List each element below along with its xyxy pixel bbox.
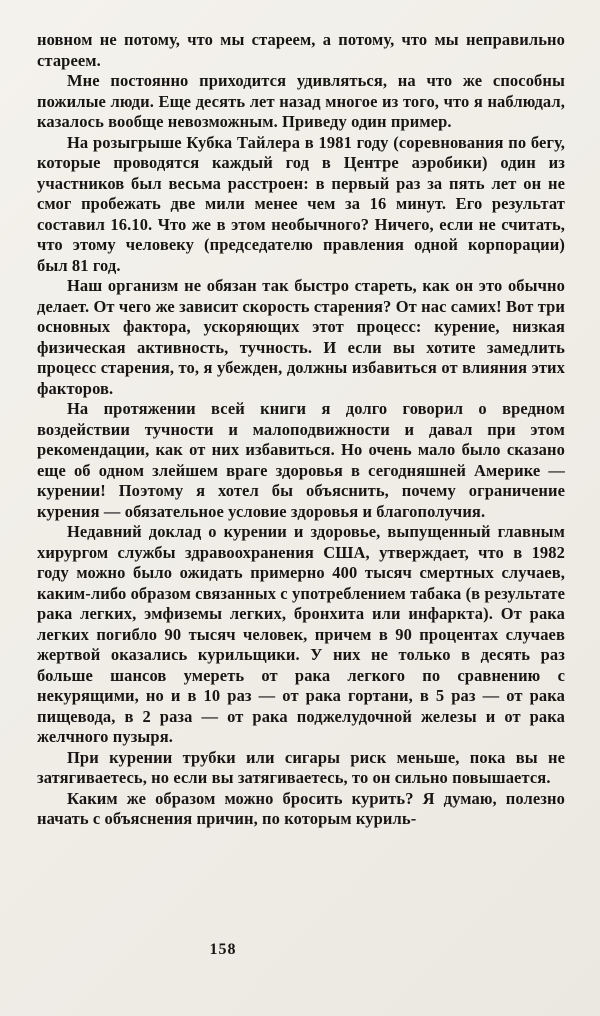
paragraph: На розыгрыше Кубка Тайлера в 1981 году (соревнования по бегу, которые проводятся каждый год в Центре аэробики) один из участников был весьма расстроен: в первый раз за пять лет он не смог пробежать две мили менее чем за 16 минут. Его результат составил 16.10. Что же в этом необычного? Ничего, если не считать, что этому человеку (председателю правления одной корпорации) был 81 год. [37,132,565,275]
paragraph: Каким же образом можно бросить курить? Я думаю, полезно начать с объяснения причин, по которым куриль- [37,788,565,828]
page-number: 158 [209,941,237,958]
paragraph: новном не потому, что мы стареем, а потому, что мы неправильно стареем. [37,30,565,70]
paragraph: Наш организм не обязан так быстро стареть, как он это обычно делает. От чего же зависит скорость старения? От нас самих! Вот три основных фактора, ускоряющих этот процесс: курение, низкая физическая активность, тучность. И если вы хотите замедлить процесс старения, то, я убежден, должны избавиться от влияния этих факторов. [37,276,565,398]
paragraph: При курении трубки или сигары риск меньше, пока вы не затягиваетесь, но если вы затягиваетесь, то он сильно повышается. [37,747,565,787]
page-text [37,30,565,830]
paragraph: Недавний доклад о курении и здоровье, выпущенный главным хирургом службы здравоохранения США, утверждает, что в 1982 году можно было ожидать примерно 400 тысяч смертных случаев, каким-либо образом связанных с употреблением табака (в результате рака легких, эмфиземы легких, бронхита или инфаркта). От рака легких погибло 90 тысяч человек, причем в 90 процентах случаев жертвой оказались курильщики. У них не только в десять раз больше шансов умереть от рака легкого по сравнению с некурящими, но и в 10 раз — от рака гортани, в 5 раз — от рака пищевода, в 2 раза — от рака поджелудочной железы и от рака желчного пузыря. [37,522,565,746]
paragraph: Мне постоянно приходится удивляться, на что же способны пожилые люди. Еще десять лет назад многое из того, что я наблюдал, казалось вообще невозможным. Приведу один пример. [37,71,565,131]
paragraph: На протяжении всей книги я долго говорил о вредном воздействии тучности и малоподвижности и давал при этом рекомендации, как от них избавиться. Но очень мало было сказано еще об одном злейшем враге здоровья в сегодняшней Америке — курении! Поэтому я хотел бы объяснить, почему ограничение курения — обязательное условие здоровья и благополучия. [37,399,565,521]
